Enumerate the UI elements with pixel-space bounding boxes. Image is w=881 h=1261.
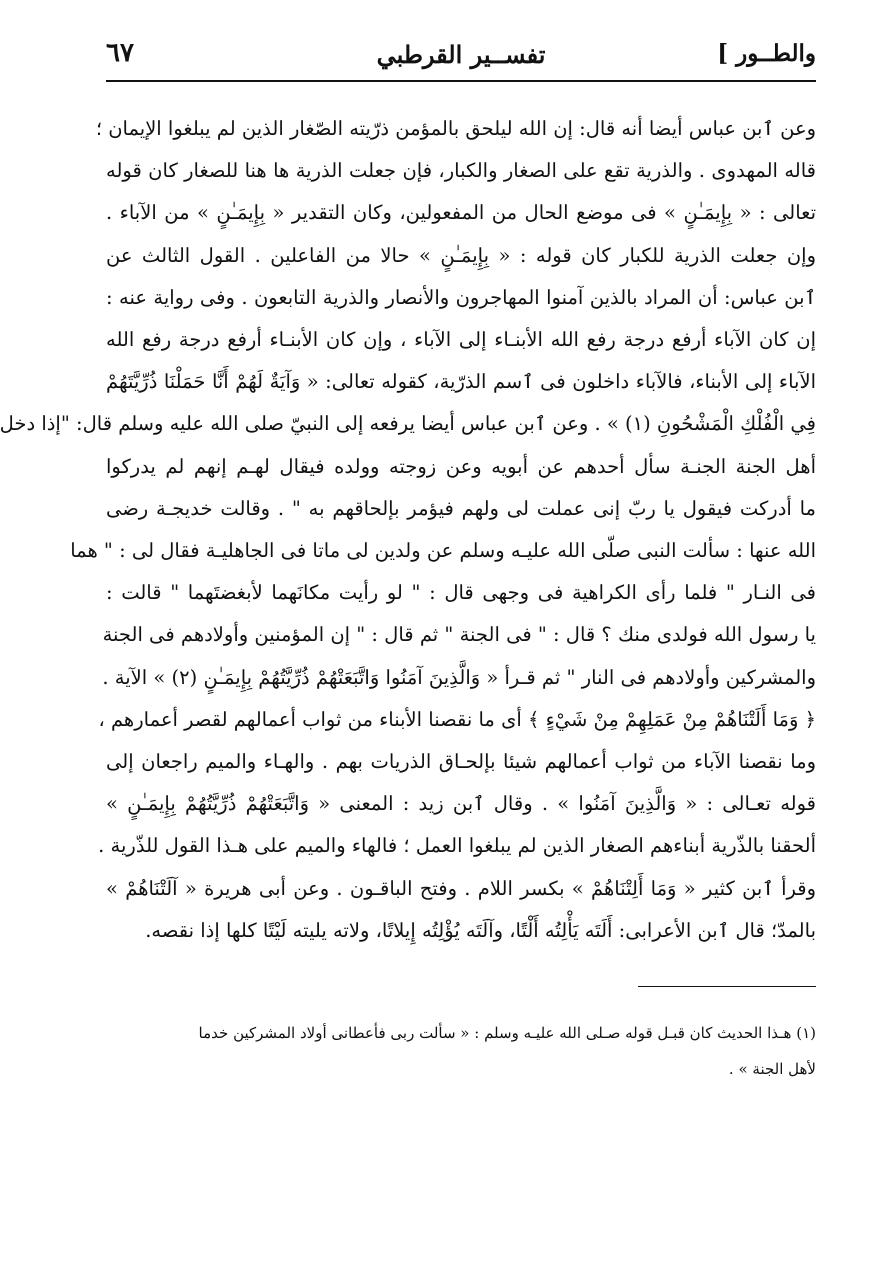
text-line: وقرأ ٱبن كثير « وَمَا أَلِتْنَاهُمْ » بكسر اللام . وفتح الباقـون . وعن أبى هريرة « آلَتْنَاهُمْ » [106,876,816,900]
text-line: فى النـار " فلما رأى الكراهية فى وجهى قال : " لو رأيت مكانَهما لأبغضتَهما " قالت : [106,581,816,605]
text-line: أهل الجنة الجنـة سأل أحدهم عن أبويه وعن زوجته وولده فيقال لهـم إنهم لم يدركوا [106,454,816,478]
section-title: والطــور ] [717,40,816,67]
text-line: تعالى : « بِإِيمَـٰنٍ » فى موضع الحال من المفعولين، وكان التقدير « بِإِيمَـٰنٍ » من الآباء . [106,201,816,225]
text-line: ﴿ وَمَا أَلَتْنَاهُمْ مِنْ عَمَلِهِمْ مِنْ شَيْءٍ ﴾ أى ما نقصنا الأبناء من ثواب أعمالهم لقصر أعمارهم ، [98,707,816,731]
footnotes [106,1015,816,1087]
text-line: ما أدركت فيقول يا ربّ إنى عملت لى ولهم فيؤمر بإلحاقهم به " . وقالت خديجـة رضى [106,496,816,520]
book-page [0,28,816,1238]
text-line: الآباء إلى الأبناء، فالآباء داخلون فى ٱسم الذرّية، كقوله تعالى: « وَآيَةٌ لَهُمْ أَنَّا حَمَلْنَا ذُرِّيَّتَهُمْ [106,370,816,394]
text-line: إن كان الآباء أرفع درجة رفع الله الأبنـاء إلى الآباء ، وإن كان الأبنـاء أرفع درجة رفع الله [106,328,816,352]
text-line: قوله تعـالى : « وَالَّذِينَ آمَنُوا » . وقال ٱبن زيد : المعنى « وَاتَّبَعَتْهُمْ ذُرِّيَّتُهُمْ بِإِيمَـٰنٍ » [106,792,816,816]
text-line: وعن ٱبن عباس أيضا أنه قال: إن الله ليلحق بالمؤمن ذرّيته الصّغار الذين لم يبلغوا الإيمان ؛ [95,117,816,140]
text-line: يا رسول الله فولدى منك ؟ قال : " فى الجنة " ثم قال : " إن المؤمنين وأولادهم فى الجنة [102,623,816,647]
text-line: وإن جعلت الذرية للكبار كان قوله : « بِإِيمَـٰنٍ » حالا من الفاعلين . القول الثالث عن [106,243,816,267]
footnote-line: لأهل الجنة » . [728,1060,816,1079]
page-header [106,28,816,82]
text-line: قاله المهدوى . والذرية تقع على الصغار والكبار، فإن جعلت الذرية ها هنا للصغار كان قوله [106,159,816,183]
text-line: بالمدّ؛ قال ٱبن الأعرابى: أَلَتَه يَأْلِتُه أَلْتًا، وآلَتَه يُؤْلِتُه إِيلاتًا، ولاته يليته لَيْتًا كلها إذا نقصه. [145,918,816,942]
text-line: ألحقنا بالذّرية أبناءهم الصغار الذين لم يبلغوا العمل ؛ فالهاء والميم على هـذا القول للذّرية . [98,834,816,858]
text-line: والمشركين وأولادهم فى النار " ثم قـرأ « وَالَّذِينَ آمَنُوا وَاتَّبَعَتْهُمْ ذُرِّيَّتُهُمْ بِإِيمَـٰنٍ (٢) » الآية . [102,665,816,689]
page-number: ٦٧ [106,38,134,68]
footnote-divider [638,986,816,987]
footnote-line: (١) هـذا الحديث كان قبـل قوله صـلى الله عليـه وسلم : « سألت ربى فأعطانى أولاد المشركين خدما [198,1024,816,1043]
text-line: ٱبن عباس: أن المراد بالذين آمنوا المهاجرون والأنصار والذرية التابعون . وفى رواية عنه : [106,285,816,309]
text-line: وما نقصنا الآباء من ثواب أعمالهم شيئا بإلحـاق الذريات بهم . والهـاء والميم راجعان إلى [106,750,816,774]
body-text [0,108,816,952]
text-line: الله عنها : سألت النبى صلّى الله عليـه وسلم عن ولدين لى ماتا فى الجاهليـة فقال لى : " هما [70,539,816,563]
text-line: فِي الْفُلْكِ الْمَشْحُونِ (١) » . وعن ٱبن عباس أيضا يرفعه إلى النبيّ صلى الله عليه وسلم قال: "إذا دخل [0,412,816,436]
book-title: تفســير القرطبي [376,40,546,69]
